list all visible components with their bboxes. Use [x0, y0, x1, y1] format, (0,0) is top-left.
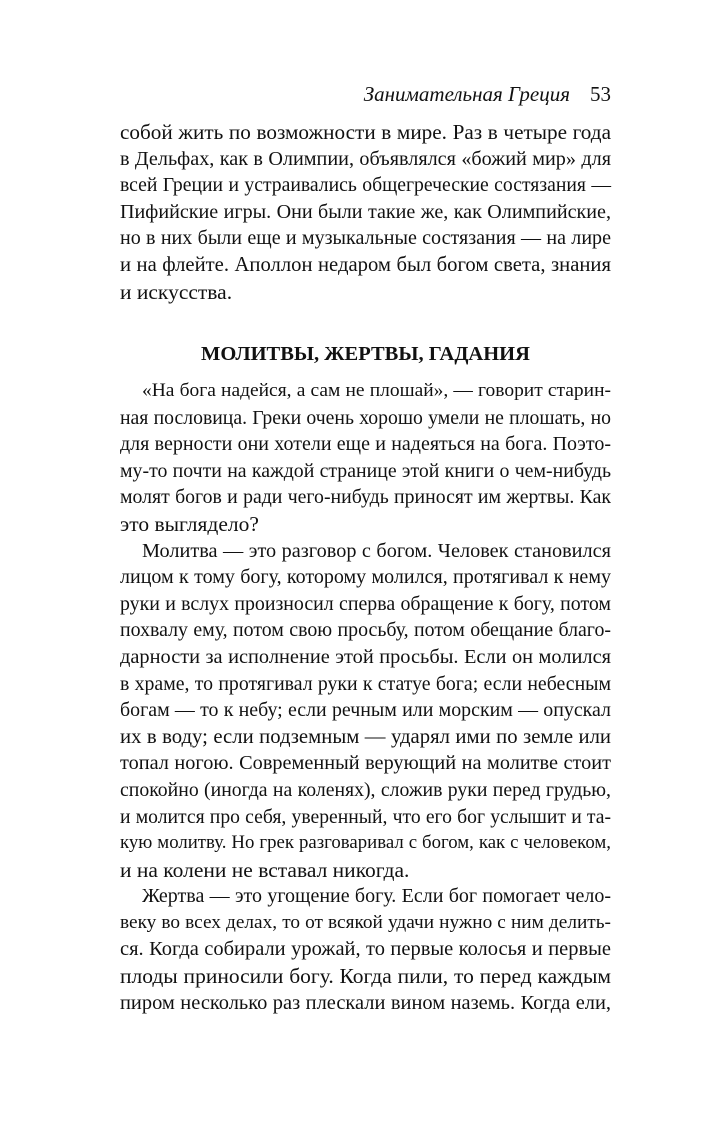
text-line: богам — то к небу; если речным или морским — опускал — [120, 699, 611, 722]
section-body — [120, 378, 611, 1016]
running-head — [120, 82, 611, 112]
text-line: ся. Когда собирали урожай, то первые колосья и первые — [120, 938, 611, 961]
paragraph-3 — [120, 883, 611, 1016]
text-line: плоды приносили богу. Когда пили, то перед каждым — [120, 964, 611, 989]
text-line: всей Греции и устраивались общегреческие состязания — — [120, 174, 611, 197]
running-title: Занимательная Греция — [363, 82, 570, 106]
intro-paragraph — [120, 119, 611, 305]
text-line: в Дельфах, как в Олимпии, объявлялся «божий мир» для — [120, 147, 611, 170]
text-line: му-то почти на каждой странице этой книги о чем-нибудь — [120, 459, 611, 482]
text-line: лицом к тому богу, которому молился, протягивал к нему — [120, 566, 611, 589]
paragraph-1 — [120, 378, 611, 538]
text-line: дарности за исполнение этой просьбы. Если он молился — [120, 645, 611, 668]
text-line: собой жить по возможности в мире. Раз в четыре года — [120, 120, 611, 144]
text-line: «На бога надейся, а сам не плошай», — говорит старин- — [142, 380, 611, 401]
text-line: молят богов и ради чего-нибудь приносят им жертвы. Как — [120, 486, 611, 509]
paragraph-2 — [120, 538, 611, 884]
text-line: Жертва — это угощение богу. Если бог помогает чело- — [142, 885, 611, 908]
text-line: для верности они хотели еще и надеяться на бога. Поэто- — [120, 433, 611, 456]
text-line: и на колени не вставал никогда. — [120, 857, 410, 882]
text-line: кую молитву. Но грек разговаривал с богом, как с человеком, — [120, 832, 611, 854]
section-heading: МОЛИТВЫ, ЖЕРТВЫ, ГАДАНИЯ — [201, 343, 530, 365]
text-line: веку во всех делах, то от всякой удачи нужно с ним делить- — [120, 911, 611, 933]
text-line: топал ногою. Современный верующий на молитве стоит — [120, 752, 611, 775]
page-number: 53 — [590, 82, 611, 106]
text-line: похвалу ему, потом свою просьбу, потом обещание благо- — [120, 619, 611, 642]
text-line: пиром несколько раз плескали вином наземь. Когда ели, — [120, 991, 611, 1014]
text-line: и искусства. — [120, 279, 233, 304]
text-line: это выглядело? — [120, 511, 259, 536]
text-line: руки и вслух произносил сперва обращение к богу, потом — [120, 592, 611, 615]
text-line: Молитва — это разговор с богом. Человек становился — [142, 539, 611, 562]
text-line: и на флейте. Аполлон недаром был богом света, знания — [120, 253, 611, 276]
text-line: и молится про себя, уверенный, что его бог услышит и та- — [120, 805, 611, 828]
text-line: спокойно (иногда на коленях), сложив руки перед грудью, — [120, 778, 611, 801]
text-line: их в воду; если подземным — ударял ими по земле или — [120, 725, 611, 748]
text-line: в храме, то протягивал руки к статуе бога; если небесным — [120, 672, 611, 695]
text-line: ная пословица. Греки очень хорошо умели не плошать, но — [120, 406, 611, 429]
text-line: но в них были еще и музыкальные состязания — на лире — [120, 227, 611, 250]
text-line: Пифийские игры. Они были такие же, как Олимпийские, — [120, 200, 611, 223]
